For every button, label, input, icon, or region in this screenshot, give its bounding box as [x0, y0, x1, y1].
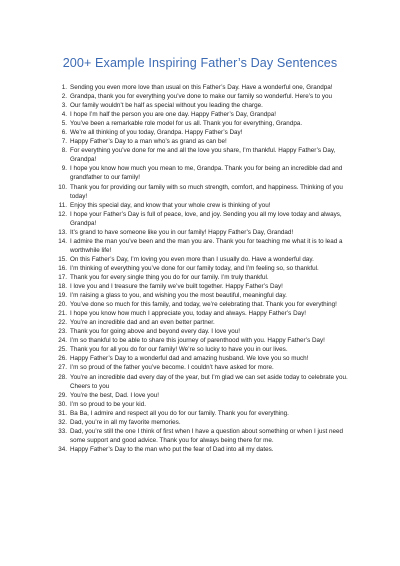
list-item	[56, 409, 360, 418]
list-item-number: 15.	[58, 255, 67, 263]
list-item	[56, 282, 360, 291]
list-item-text: Ba Ba, I admire and respect all you do for our family. Thank you for everything.	[70, 409, 289, 417]
list-item	[56, 391, 360, 400]
list-item-text: Sending you even more love than usual on this Father’s Day. Have a wonderful one, Grandpa!	[70, 84, 333, 91]
list-item-text: On this Father’s Day, I’m loving you even more than I usually do. Have a wonderful day.	[70, 255, 314, 263]
list-item-number: 25.	[58, 346, 67, 354]
list-item-number: 24.	[58, 337, 67, 345]
list-item-number: 7.	[61, 138, 67, 146]
list-item-text: I love you and I treasure the family we’ve built together. Happy Father’s Day!	[70, 283, 283, 291]
list-item	[56, 336, 360, 345]
list-item-number: 29.	[58, 391, 67, 399]
list-item	[56, 363, 360, 372]
list-item-text: Our family wouldn’t be half as special without you leading the charge.	[70, 102, 263, 110]
list-item-number: 27.	[58, 364, 67, 372]
list-item-number: 21.	[58, 310, 67, 318]
list-item	[56, 318, 360, 327]
list-item-number: 16.	[58, 264, 67, 272]
list-item	[56, 128, 360, 137]
list-item	[56, 427, 360, 445]
list-item-text: I’m raising a glass to you, and wishing you the most beautiful, meaningful day.	[70, 292, 287, 300]
list-item	[56, 210, 360, 228]
list-item	[56, 273, 360, 282]
list-item-number: 5.	[61, 120, 67, 128]
list-item-text: You’ve done so much for this family, and today, we’re celebrating that. Thank you for everything!	[70, 301, 337, 309]
list-item	[56, 300, 360, 309]
list-item-text: I’m so proud to be your kid.	[70, 400, 146, 408]
list-item-text: Happy Father’s Day to a man who’s as grand as can be!	[70, 138, 227, 146]
list-item-text: Dad, you’re still the one I think of first when I have a question about something or when I just need some support and good advice. Thank you for always being there for me.	[70, 427, 344, 444]
page-title: 200+ Example Inspiring Father’s Day Sentences	[62, 56, 338, 70]
list-item	[56, 92, 360, 101]
list-item-text: I admire the man you’ve been and the man you are. Thank you for teaching me what it is to lead a worthwhile life!	[70, 237, 343, 254]
list-item	[56, 146, 360, 164]
list-item-number: 4.	[61, 111, 67, 119]
list-item-text: I hope I’m half the person you are one day. Happy Father’s Day, Grandpa!	[70, 111, 277, 119]
list-item	[56, 228, 360, 237]
list-item	[56, 137, 360, 146]
list-item	[56, 373, 360, 391]
list-item	[56, 83, 360, 92]
list-item	[56, 101, 360, 110]
list-item-number: 10.	[58, 183, 67, 191]
list-item	[56, 309, 360, 318]
list-item	[56, 445, 360, 454]
list-item-number: 32.	[58, 418, 67, 426]
list-item-number: 13.	[58, 228, 67, 236]
list-item-text: It’s grand to have someone like you in our family! Happy Father’s Day, Grandad!	[70, 228, 294, 236]
list-item-text: You’ve been a remarkable role model for us all. Thank you for everything, Grandpa.	[70, 120, 303, 128]
list-item	[56, 164, 360, 182]
list-item-text: Grandpa, thank you for everything you’ve done to make our family so wonderful. Here’s to you	[70, 93, 333, 101]
list-item	[56, 237, 360, 255]
list-item	[56, 354, 360, 363]
list-item-number: 20.	[58, 301, 67, 309]
list-item-number: 18.	[58, 283, 67, 291]
list-item-text: Dad, you’re in all my favorite memories.	[70, 418, 181, 426]
list-item	[56, 119, 360, 128]
list-item-text: You’re the best, Dad. I love you!	[70, 391, 160, 399]
list-item-number: 12.	[58, 210, 67, 218]
list-item-number: 30.	[58, 400, 67, 408]
list-item-text: Thank you for going above and beyond every day. I love you!	[70, 328, 241, 336]
list-item-text: Thank you for providing our family with so much strength, comfort, and happiness. Thinking of you today!	[70, 183, 343, 200]
list-item-text: For everything you’ve done for me and all the love you share, I’m thankful. Happy Father’s Day, Grandpa!	[70, 147, 336, 164]
list-item-number: 17.	[58, 273, 67, 281]
list-item-number: 28.	[58, 373, 67, 381]
list-item-number: 26.	[58, 355, 67, 363]
list-item-number: 34.	[58, 445, 67, 453]
list-item	[56, 291, 360, 300]
list-item-text: I’m so thankful to be able to share this journey of parenthood with you. Happy Father’s Day!	[70, 337, 325, 345]
list-item-text: Thank you for every single thing you do for our family. I’m truly thankful.	[70, 273, 269, 281]
list-item-text: You’re an incredible dad every day of the year, but I’m glad we can set aside today to celebrate you. Cheers to you	[70, 373, 348, 390]
list-item-number: 33.	[58, 427, 67, 435]
list-item-number: 6.	[61, 129, 67, 137]
list-item	[56, 418, 360, 427]
list-item-number: 14.	[58, 237, 67, 245]
list-item-text: Enjoy this special day, and know that your whole crew is thinking of you!	[70, 201, 271, 209]
list-item-number: 22.	[58, 319, 67, 327]
list-item-text: I hope you know how much I appreciate you, today and always. Happy Father’s Day!	[70, 310, 307, 318]
list-item-number: 23.	[58, 328, 67, 336]
list-item-number: 2.	[61, 93, 67, 101]
list-item-number: 8.	[61, 147, 67, 155]
list-item-text: I’m thinking of everything you’ve done for our family today, and I’m feeling so, so thankful.	[70, 264, 319, 272]
sentence-list	[56, 83, 360, 454]
list-item	[56, 201, 360, 210]
list-item	[56, 264, 360, 273]
list-item-number: 11.	[58, 201, 67, 209]
list-item-number: 1.	[61, 84, 67, 91]
list-item-text: You’re an incredible dad and an even better partner.	[70, 319, 215, 327]
list-item-number: 19.	[58, 292, 67, 300]
list-item-text: Happy Father’s Day to the man who put the fear of Dad into all my dates.	[70, 445, 274, 453]
list-item-text: Thank you for all you do for our family! We’re so lucky to have you in our lives.	[70, 346, 288, 354]
list-item	[56, 400, 360, 409]
list-item	[56, 345, 360, 354]
list-item	[56, 327, 360, 336]
list-item-text: I hope you know how much you mean to me, Grandpa. Thank you for being an incredible dad and grandfather to our family!	[70, 165, 343, 182]
list-item	[56, 110, 360, 119]
list-item-number: 31.	[58, 409, 67, 417]
list-item	[56, 255, 360, 264]
list-item-text: We’re all thinking of you today, Grandpa. Happy Father’s Day!	[70, 129, 243, 137]
list-item-text: I hope your Father’s Day is full of peace, love, and joy. Sending you all my love today and always, Grandpa!	[70, 210, 342, 227]
list-item	[56, 183, 360, 201]
list-item-number: 3.	[61, 102, 67, 110]
list-item-text: I’m so proud of the father you’ve become. I couldn’t have asked for more.	[70, 364, 274, 372]
list-item-number: 9.	[61, 165, 67, 173]
list-item-text: Happy Father’s Day to a wonderful dad and amazing husband. We love you so much!	[70, 355, 309, 363]
